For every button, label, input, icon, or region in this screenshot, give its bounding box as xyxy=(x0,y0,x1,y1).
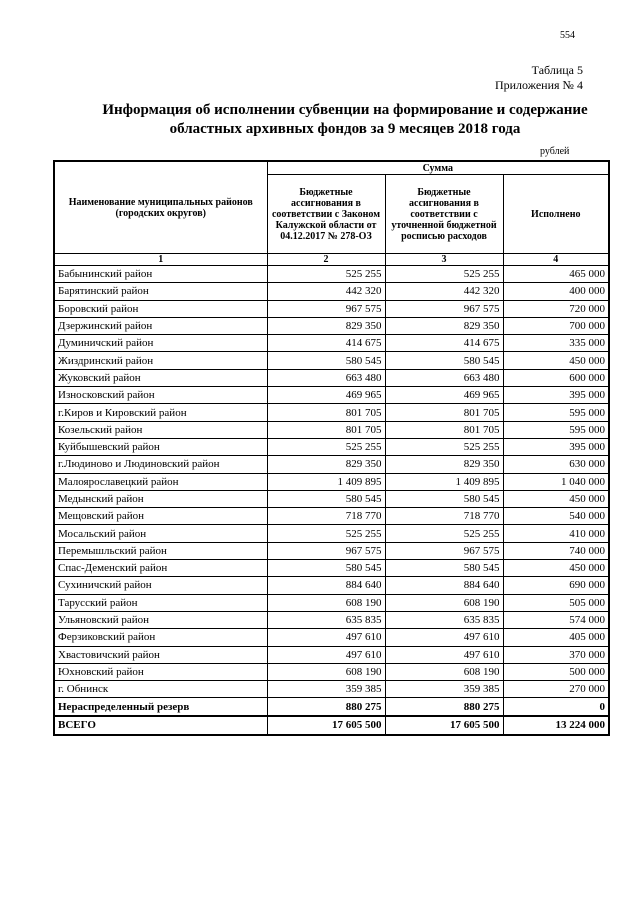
table-row xyxy=(54,317,609,334)
district-name-cell: Жуковский район xyxy=(54,369,267,386)
district-name-cell: Ульяновский район xyxy=(54,611,267,628)
law-allocation-cell: 359 385 xyxy=(267,681,385,698)
revised-allocation-cell: 829 350 xyxy=(385,317,503,334)
table-row xyxy=(54,490,609,507)
law-allocation-cell: 829 350 xyxy=(267,456,385,473)
executed-cell: 630 000 xyxy=(503,456,609,473)
revised-allocation-cell: 801 705 xyxy=(385,404,503,421)
units-label: рублей xyxy=(540,146,570,157)
column-number: 1 xyxy=(54,254,267,266)
revised-allocation-cell: 718 770 xyxy=(385,508,503,525)
column-number: 3 xyxy=(385,254,503,266)
table-row xyxy=(54,335,609,352)
table-row xyxy=(54,629,609,646)
table-row xyxy=(54,681,609,698)
table-row xyxy=(54,266,609,283)
table-row xyxy=(54,473,609,490)
district-name-cell: Тарусский район xyxy=(54,594,267,611)
district-name-cell: Спас-Деменский район xyxy=(54,560,267,577)
district-name-cell: Мещовский район xyxy=(54,508,267,525)
executed-cell: 405 000 xyxy=(503,629,609,646)
reserve-row xyxy=(54,698,609,716)
appendix-label: Приложения № 4 xyxy=(494,78,583,92)
executed-cell: 595 000 xyxy=(503,421,609,438)
executed-cell: 600 000 xyxy=(503,369,609,386)
revised-allocation-cell: 884 640 xyxy=(385,577,503,594)
table-row xyxy=(54,611,609,628)
law-allocation-cell: 525 255 xyxy=(267,525,385,542)
revised-allocation-cell: 580 545 xyxy=(385,352,503,369)
table-row xyxy=(54,283,609,300)
column-number: 2 xyxy=(267,254,385,266)
revised-allocation-cell: 663 480 xyxy=(385,369,503,386)
executed-cell: 400 000 xyxy=(503,283,609,300)
law-allocation-cell: 580 545 xyxy=(267,352,385,369)
law-allocation-cell: 801 705 xyxy=(267,404,385,421)
law-allocation-cell: 608 190 xyxy=(267,663,385,680)
executed-cell: 450 000 xyxy=(503,560,609,577)
law-allocation-cell: 829 350 xyxy=(267,317,385,334)
title-line-1: Информация об исполнении субвенции на формирование и содержание xyxy=(102,102,588,118)
executed-cell: 450 000 xyxy=(503,352,609,369)
district-name-cell: Жиздринский район xyxy=(54,352,267,369)
table-row xyxy=(54,594,609,611)
district-name-cell: Малоярославецкий район xyxy=(54,473,267,490)
law-allocation-cell: 469 965 xyxy=(267,387,385,404)
law-allocation-cell: 608 190 xyxy=(267,594,385,611)
executed-cell: 410 000 xyxy=(503,525,609,542)
table-row xyxy=(54,508,609,525)
revised-allocation-cell: 497 610 xyxy=(385,629,503,646)
revised-allocation-cell: 580 545 xyxy=(385,560,503,577)
district-name-cell: г.Киров и Кировский район xyxy=(54,404,267,421)
law-allocation-cell: 442 320 xyxy=(267,283,385,300)
table-row xyxy=(54,352,609,369)
table-row xyxy=(54,663,609,680)
executed-cell: 270 000 xyxy=(503,681,609,698)
revised-allocation-cell: 525 255 xyxy=(385,266,503,283)
executed-cell: 690 000 xyxy=(503,577,609,594)
district-name-cell: Хвастовичский район xyxy=(54,646,267,663)
executed-cell: 450 000 xyxy=(503,490,609,507)
table-row xyxy=(54,421,609,438)
revised-allocation-cell: 469 965 xyxy=(385,387,503,404)
law-allocation-cell: 525 255 xyxy=(267,438,385,455)
table-row xyxy=(54,560,609,577)
executed-cell: 700 000 xyxy=(503,317,609,334)
revised-allocation-cell: 608 190 xyxy=(385,594,503,611)
district-name-cell: Барятинский район xyxy=(54,283,267,300)
district-name-cell: г.Людиново и Людиновский район xyxy=(54,456,267,473)
executed-cell: 540 000 xyxy=(503,508,609,525)
law-allocation-cell: 718 770 xyxy=(267,508,385,525)
header-revised-allocations: Бюджетные ассигнования в соответствии с уточненной бюджетной росписью расходов xyxy=(385,175,503,254)
law-allocation-cell: 967 575 xyxy=(267,300,385,317)
page-number: 554 xyxy=(560,30,575,41)
executed-cell: 335 000 xyxy=(503,335,609,352)
revised-allocation-cell: 525 255 xyxy=(385,525,503,542)
table-row xyxy=(54,456,609,473)
law-allocation-cell: 580 545 xyxy=(267,490,385,507)
table-row xyxy=(54,542,609,559)
executed-cell: 13 224 000 xyxy=(503,716,609,735)
district-name-cell: Износковский район xyxy=(54,387,267,404)
law-allocation-cell: 884 640 xyxy=(267,577,385,594)
header-law-allocations: Бюджетные ассигнования в соответствии с Законом Калужской области от 04.12.2017 № 278-ОЗ xyxy=(267,175,385,254)
revised-allocation-cell: 580 545 xyxy=(385,490,503,507)
district-name-cell: Нераспределенный резерв xyxy=(54,698,267,716)
revised-allocation-cell: 497 610 xyxy=(385,646,503,663)
revised-allocation-cell: 359 385 xyxy=(385,681,503,698)
table-row xyxy=(54,387,609,404)
title-line-2: областных архивных фондов за 9 месяцев 2018 года xyxy=(169,121,521,137)
district-name-cell: Козельский район xyxy=(54,421,267,438)
revised-allocation-cell: 967 575 xyxy=(385,300,503,317)
executed-cell: 465 000 xyxy=(503,266,609,283)
law-allocation-cell: 635 835 xyxy=(267,611,385,628)
executed-cell: 740 000 xyxy=(503,542,609,559)
district-name-cell: Медынский район xyxy=(54,490,267,507)
law-allocation-cell: 17 605 500 xyxy=(267,716,385,735)
district-name-cell: Дзержинский район xyxy=(54,317,267,334)
law-allocation-cell: 580 545 xyxy=(267,560,385,577)
revised-allocation-cell: 829 350 xyxy=(385,456,503,473)
revised-allocation-cell: 801 705 xyxy=(385,421,503,438)
district-name-cell: Куйбышевский район xyxy=(54,438,267,455)
header-sum: Сумма xyxy=(267,161,609,175)
law-allocation-cell: 967 575 xyxy=(267,542,385,559)
district-name-cell: Юхновский район xyxy=(54,663,267,680)
executed-cell: 500 000 xyxy=(503,663,609,680)
district-name-cell: Бабынинский район xyxy=(54,266,267,283)
table-label: Таблица 5 xyxy=(531,63,583,77)
revised-allocation-cell: 635 835 xyxy=(385,611,503,628)
executed-cell: 370 000 xyxy=(503,646,609,663)
table-row xyxy=(54,438,609,455)
executed-cell: 505 000 xyxy=(503,594,609,611)
revised-allocation-cell: 442 320 xyxy=(385,283,503,300)
document-title xyxy=(40,101,640,139)
subvention-table xyxy=(53,160,610,736)
revised-allocation-cell: 967 575 xyxy=(385,542,503,559)
table-row xyxy=(54,577,609,594)
district-name-cell: Боровский район xyxy=(54,300,267,317)
header-executed: Исполнено xyxy=(503,175,609,254)
law-allocation-cell: 801 705 xyxy=(267,421,385,438)
law-allocation-cell: 663 480 xyxy=(267,369,385,386)
executed-cell: 0 xyxy=(503,698,609,716)
table-row xyxy=(54,300,609,317)
district-name-cell: Перемышльский район xyxy=(54,542,267,559)
law-allocation-cell: 414 675 xyxy=(267,335,385,352)
revised-allocation-cell: 525 255 xyxy=(385,438,503,455)
revised-allocation-cell: 880 275 xyxy=(385,698,503,716)
executed-cell: 1 040 000 xyxy=(503,473,609,490)
column-number: 4 xyxy=(503,254,609,266)
total-row xyxy=(54,716,609,735)
law-allocation-cell: 497 610 xyxy=(267,646,385,663)
executed-cell: 720 000 xyxy=(503,300,609,317)
table-row xyxy=(54,525,609,542)
table-caption xyxy=(495,63,583,93)
district-name-cell: Сухиничский район xyxy=(54,577,267,594)
district-name-cell: Ферзиковский район xyxy=(54,629,267,646)
table-row xyxy=(54,369,609,386)
table-row xyxy=(54,646,609,663)
law-allocation-cell: 880 275 xyxy=(267,698,385,716)
executed-cell: 395 000 xyxy=(503,387,609,404)
revised-allocation-cell: 414 675 xyxy=(385,335,503,352)
district-name-cell: г. Обнинск xyxy=(54,681,267,698)
revised-allocation-cell: 608 190 xyxy=(385,663,503,680)
district-name-cell: ВСЕГО xyxy=(54,716,267,735)
revised-allocation-cell: 17 605 500 xyxy=(385,716,503,735)
law-allocation-cell: 1 409 895 xyxy=(267,473,385,490)
district-name-cell: Мосальский район xyxy=(54,525,267,542)
law-allocation-cell: 497 610 xyxy=(267,629,385,646)
district-name-cell: Думиничский район xyxy=(54,335,267,352)
header-district-name: Наименование муниципальных районов (городских округов) xyxy=(54,161,267,254)
revised-allocation-cell: 1 409 895 xyxy=(385,473,503,490)
table-row xyxy=(54,404,609,421)
executed-cell: 395 000 xyxy=(503,438,609,455)
law-allocation-cell: 525 255 xyxy=(267,266,385,283)
executed-cell: 595 000 xyxy=(503,404,609,421)
executed-cell: 574 000 xyxy=(503,611,609,628)
